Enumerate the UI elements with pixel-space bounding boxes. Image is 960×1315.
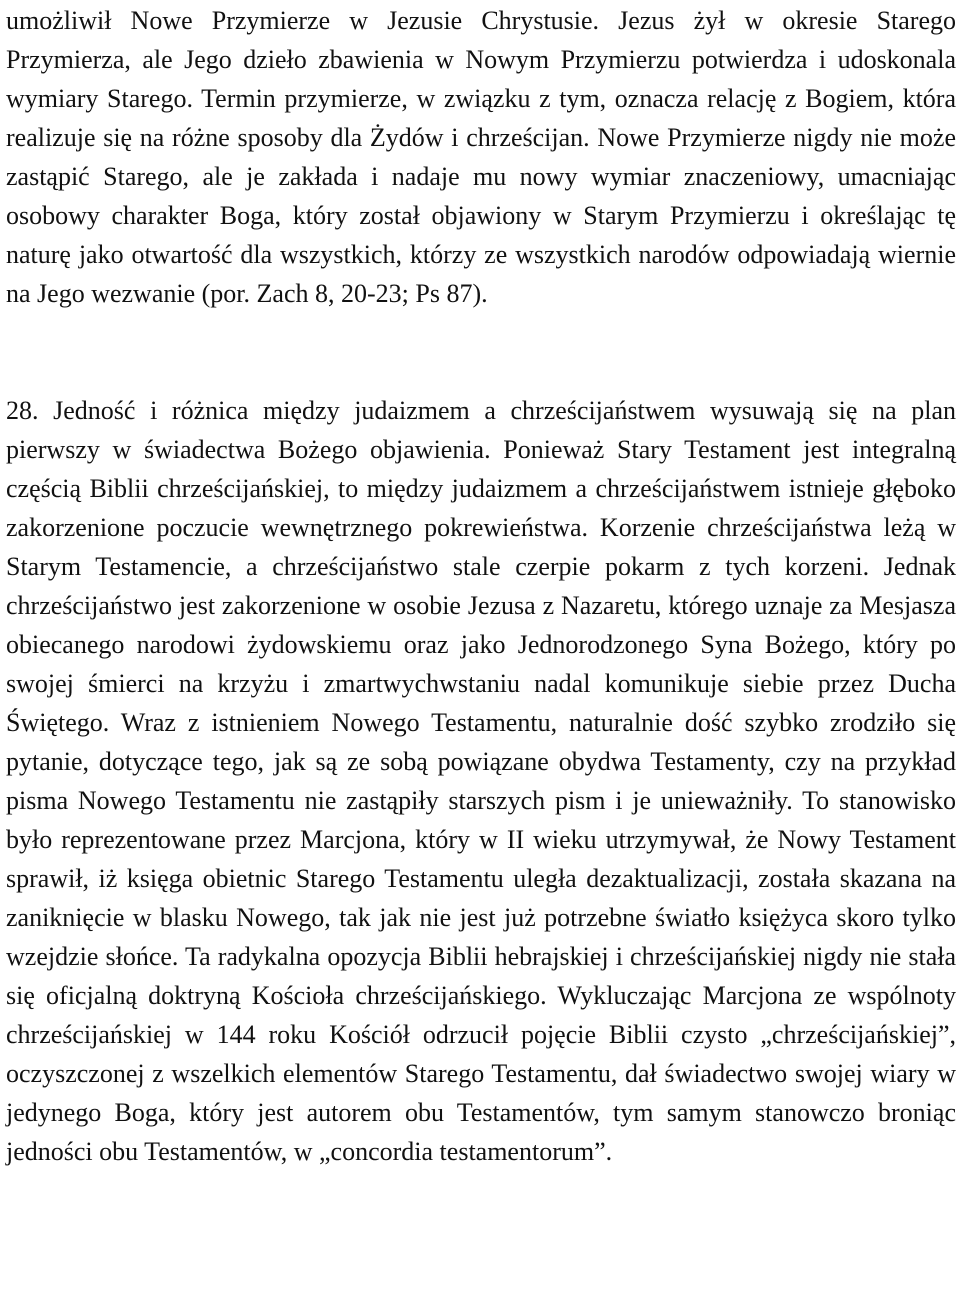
paragraph-28: 28. Jedność i różnica między judaizmem a chrześcijaństwem wysuwają się na plan pierwszy w świadectwa Bożego objawienia. Ponieważ Stary Testament jest integralną częścią Biblii chrześcijańskiej, to między judaizmem a chrześcijaństwem istnieje głęboko zakorzenione poczucie wewnętrznego pokrewieństwa. Korzenie chrześcijaństwa leżą w Starym Testamencie, a chrześcijaństwo stale czerpie pokarm z tych korzeni. Jednak chrześcijaństwo jest zakorzenione w osobie Jezusa z Nazaretu, którego uznaje za Mesjasza obiecanego narodowi żydowskiemu oraz jako Jednorodzonego Syna Bożego, który po swojej śmierci na krzyżu i zmartwychwstaniu nadal komunikuje siebie przez Ducha Świętego. Wraz z istnieniem Nowego Testamentu, naturalnie dość szybko zrodziło się pytanie, dotyczące tego, jak są ze sobą powiązane obydwa Testamenty, czy na przykład pisma Nowego Testamentu nie zastąpiły starszych pism i je unieważniły. To stanowisko było reprezentowane przez Marcjona, który w II wieku utrzymywał, że Nowy Testament sprawił, iż księga obietnic Starego Testamentu uległa dezaktualizacji, została skazana na zaniknięcie w blasku Nowego, tak jak nie jest już potrzebne światło księżyca skoro tylko wzejdzie słońce. Ta radykalna opozycja Biblii hebrajskiej i chrześcijańskiej nigdy nie stała się oficjalną doktryną Kościoła chrześcijańskiego. Wykluczając Marcjona ze wspólnoty chrześcijańskiej w 144 roku Kościół odrzucił pojęcie Biblii czysto „chrześcijańskiej”, oczyszczonej z wszelkich elementów Starego Testamentu, dał świadectwo swojej wiary w jedynego Boga, który jest autorem obu Testamentów, tym samym stanowczo broniąc jedności obu Testamentów, w „concordia testamentorum”. (6, 396, 956, 1166)
document-page (6, 0, 956, 1171)
paragraph-continuation: umożliwił Nowe Przymierze w Jezusie Chrystusie. Jezus żył w okresie Starego Przymierza, ale Jego dzieło zbawienia w Nowym Przymierzu potwierdza i udoskonala wymiary Starego. Termin przymierze, w związku z tym, oznacza relację z Bogiem, która realizuje się na różne sposoby dla Żydów i chrześcijan. Nowe Przymierze nigdy nie może zastąpić Starego, ale je zakłada i nadaje mu nowy wymiar znaczeniowy, umacniając osobowy charakter Boga, który został objawiony w Starym Przymierzu i określając tę naturę jako otwartość dla wszystkich, którzy ze wszystkich narodów odpowiadają wiernie na Jego wezwanie (por. Zach 8, 20-23; Ps 87). (6, 6, 956, 308)
